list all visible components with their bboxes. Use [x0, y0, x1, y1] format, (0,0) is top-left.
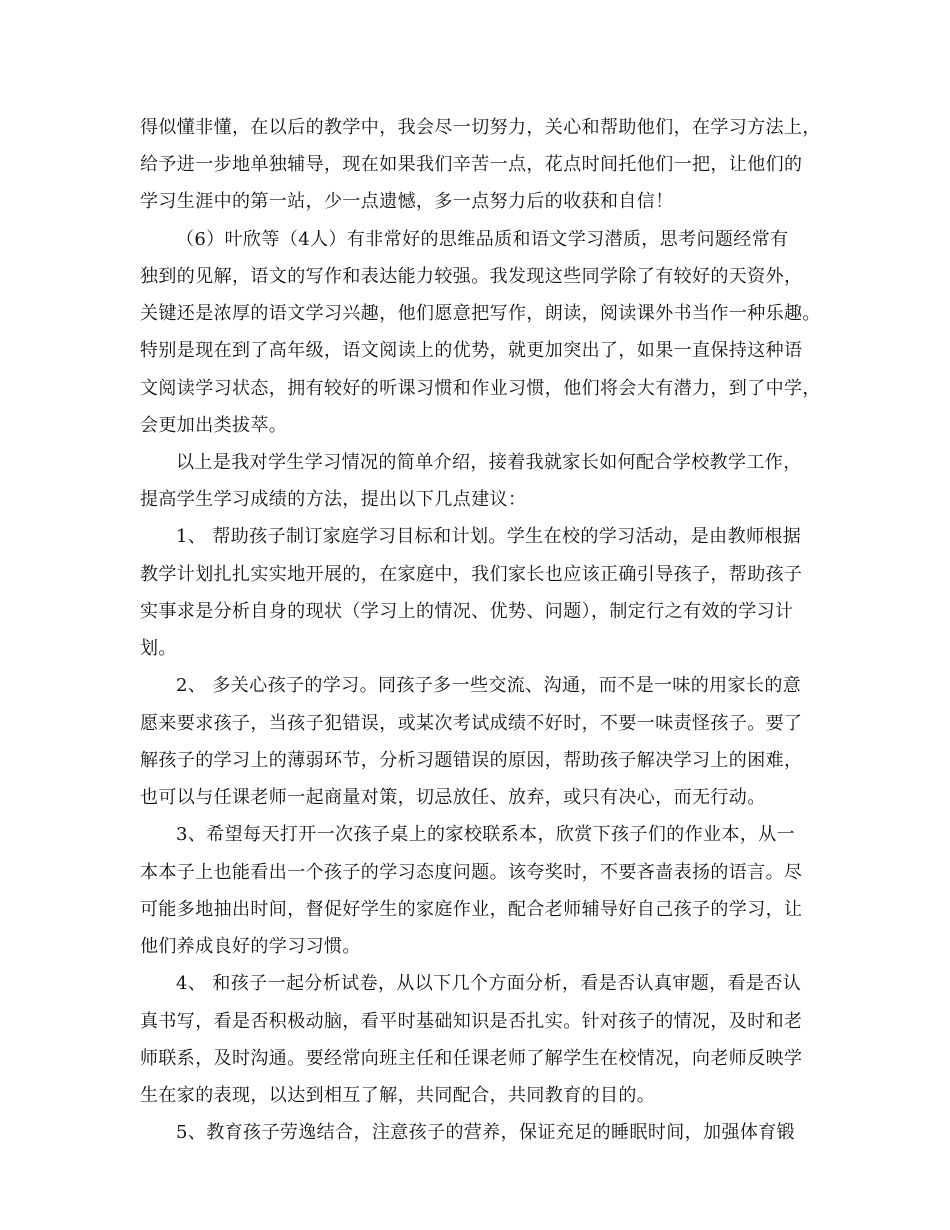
text-line: 真书写，看是否积极动脑，看平时基础知识是否扎实。针对孩子的情况，及时和老: [140, 1011, 803, 1032]
text-line: 提高学生学习成绩的方法，提出以下几点建议：: [140, 489, 527, 510]
list-item-3-first-line: 3、希望每天打开一次孩子桌上的家校联系本，欣赏下孩子们的作业本，从一: [176, 824, 796, 845]
text-line: 他们养成良好的学习习惯。: [140, 936, 361, 957]
list-item-4-first-line: 4、 和孩子一起分析试卷，从以下几个方面分析，看是否认真审题，看是否认: [176, 973, 802, 994]
text-line: 教学计划扎扎实实地开展的，在家庭中，我们家长也应该正确引导孩子，帮助孩子: [140, 564, 803, 585]
list-item-5-first-line: 5、教育孩子劳逸结合，注意孩子的营养，保证充足的睡眠时间，加强体育锻: [176, 1122, 796, 1143]
text-line: 也可以与任课老师一起商量对策，切忌放任、放弃，或只有决心，而无行动。: [140, 787, 766, 808]
list-item-1-first-line: 1、 帮助孩子制订家庭学习目标和计划。学生在校的学习活动，是由教师根据: [176, 526, 802, 547]
text-line: 关键还是浓厚的语文学习兴趣，他们愿意把写作，朗读，阅读课外书当作一种乐趣。: [140, 303, 821, 324]
text-line: 实事求是分析自身的现状（学习上的情况、优势、问题），制定行之有效的学习计: [140, 601, 794, 622]
paragraph-first-line: 以上是我对学生学习情况的简单介绍，接着我就家长如何配合学校教学工作，: [176, 452, 802, 473]
text-line: 独到的见解，语文的写作和表达能力较强。我发现这些同学除了有较好的天资外，: [140, 266, 803, 287]
text-line: 划。: [140, 638, 177, 659]
text-line: 解孩子的学习上的薄弱环节，分析习题错误的原因，帮助孩子解决学习上的困难，: [140, 750, 803, 771]
text-line: 可能多地抽出时间，督促好学生的家庭作业，配合老师辅导好自己孩子的学习，让: [140, 899, 803, 920]
text-line: 生在家的表现，以达到相互了解，共同配合，共同教育的目的。: [140, 1085, 656, 1106]
text-line: 会更加出类拔萃。: [140, 415, 288, 436]
text-line: 文阅读学习状态，拥有较好的听课习惯和作业习惯，他们将会大有潜力，到了中学，: [140, 378, 821, 399]
paragraph-first-line: （6）叶欣等（4人）有非常好的思维品质和语文学习潜质，思考问题经常有: [176, 229, 789, 250]
text-line: 得似懂非懂，在以后的教学中，我会尽一切努力，关心和帮助他们，在学习方法上，: [140, 117, 821, 138]
list-item-2-first-line: 2、 多关心孩子的学习。同孩子多一些交流、沟通，而不是一味的用家长的意: [176, 675, 802, 696]
text-line: 学习生涯中的第一站，少一点遗憾，多一点努力后的收获和自信！: [140, 191, 674, 212]
text-line: 特别是现在到了高年级，语文阅读上的优势，就更加突出了，如果一直保持这种语: [140, 340, 803, 361]
text-line: 师联系，及时沟通。要经常向班主任和任课老师了解学生在校情况，向老师反映学: [140, 1048, 803, 1069]
text-line: 给予进一步地单独辅导，现在如果我们辛苦一点，花点时间托他们一把，让他们的: [140, 154, 803, 175]
text-line: 本本子上也能看出一个孩子的学习态度问题。该夸奖时，不要吝啬表扬的语言。尽: [140, 862, 803, 883]
text-line: 愿来要求孩子，当孩子犯错误，或某次考试成绩不好时，不要一味责怪孩子。要了: [140, 713, 803, 734]
